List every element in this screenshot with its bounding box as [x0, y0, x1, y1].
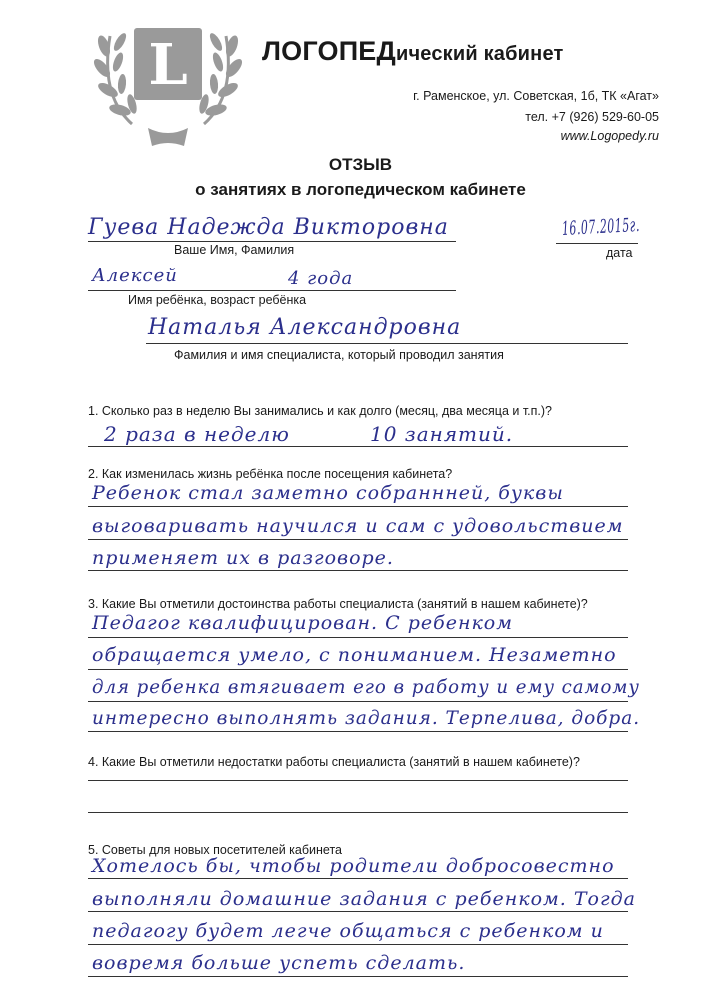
logo-letter: L — [148, 32, 188, 98]
answer-5-line-2: выполняли домашние задания с ребенком. Тогда — [92, 888, 636, 910]
question-5: 5. Советы для новых посетителей кабинета — [88, 843, 342, 857]
answer-2-rule-2[interactable] — [88, 539, 628, 540]
answer-3-line-1: Педагог квалифицирован. С ребенком — [92, 612, 513, 634]
date-line[interactable] — [556, 243, 638, 244]
address: г. Раменское, ул. Советская, 1б, ТК «Агат» — [413, 89, 659, 103]
answer-4-rule-2[interactable] — [88, 812, 628, 813]
answer-1-part-2: 10 занятий. — [370, 422, 514, 446]
child-line[interactable] — [88, 290, 456, 291]
answer-3-rule-3[interactable] — [88, 701, 628, 702]
question-1: 1. Сколько раз в неделю Вы занимались и как долго (месяц, два месяца и т.п.)? — [88, 404, 552, 418]
answer-1-line[interactable] — [88, 446, 628, 447]
question-4: 4. Какие Вы отметили недостатки работы специалиста (занятий в нашем кабинете)? — [88, 755, 580, 769]
answer-5-line-3: педагогу будет легче общаться с ребенком и — [92, 920, 604, 942]
website-link[interactable]: www.Logopedy.ru — [560, 129, 659, 143]
specialist-line[interactable] — [146, 343, 628, 344]
answer-3-rule-2[interactable] — [88, 669, 628, 670]
question-3: 3. Какие Вы отметили достоинства работы специалиста (занятий в нашем кабинете)? — [88, 597, 588, 611]
brand-bold: ЛОГОПЕД — [262, 36, 396, 66]
question-2: 2. Как изменилась жизнь ребёнка после посещения кабинета? — [88, 467, 453, 481]
answer-3-rule-1[interactable] — [88, 637, 628, 638]
answer-2-line-1: Ребенок стал заметно собраннней, буквы — [92, 482, 564, 504]
answer-2-rule-1[interactable] — [88, 506, 628, 507]
handwritten-name: Гуева Надежда Викторовна — [88, 215, 449, 240]
answer-1-part-1: 2 раза в неделю — [104, 422, 290, 446]
answer-5-line-4: вовремя больше успеть сделать. — [92, 952, 466, 974]
name-caption: Ваше Имя, Фамилия — [174, 243, 295, 257]
answer-2-line-3: применяет их в разговоре. — [92, 547, 394, 569]
answer-5-line-1: Хотелось бы, чтобы родители добросовестно — [92, 855, 615, 877]
answer-5-rule-4[interactable] — [88, 976, 628, 977]
handwritten-child-name: Алексей — [92, 265, 178, 286]
brand-title — [262, 36, 564, 67]
form-title: ОТЗЫВ — [328, 155, 393, 174]
name-line[interactable] — [88, 241, 456, 242]
laurel-logo — [92, 6, 244, 154]
answer-3-rule-4[interactable] — [88, 731, 628, 732]
answer-4-rule-1[interactable] — [88, 780, 628, 781]
answer-2-line-2: выговаривать научился и сам с удовольствием — [92, 515, 624, 537]
answer-5-rule-2[interactable] — [88, 911, 628, 912]
brand-rest: ический кабинет — [395, 43, 564, 65]
answer-3-line-3: для ребенка втягивает его в работу и ему самому — [92, 676, 640, 698]
answer-5-rule-1[interactable] — [88, 878, 628, 879]
handwritten-child-age: 4 года — [288, 268, 354, 289]
handwritten-specialist: Наталья Александровна — [148, 315, 462, 340]
date-caption: дата — [606, 246, 633, 260]
answer-3-line-2: обращается умело, с пониманием. Незаметно — [92, 644, 617, 666]
answer-3-line-4: интересно выполнять задания. Терпелива, добра. — [92, 707, 641, 729]
specialist-caption: Фамилия и имя специалиста, который проводил занятия — [174, 348, 504, 362]
handwritten-date: 16.07.2015г. — [561, 213, 641, 240]
answer-5-rule-3[interactable] — [88, 944, 628, 945]
form-subtitle: о занятиях в логопедическом кабинете — [195, 180, 526, 199]
child-caption: Имя ребёнка, возраст ребёнка — [128, 293, 307, 307]
phone: тел. +7 (926) 529-60-05 — [525, 110, 659, 124]
answer-2-rule-3[interactable] — [88, 570, 628, 571]
